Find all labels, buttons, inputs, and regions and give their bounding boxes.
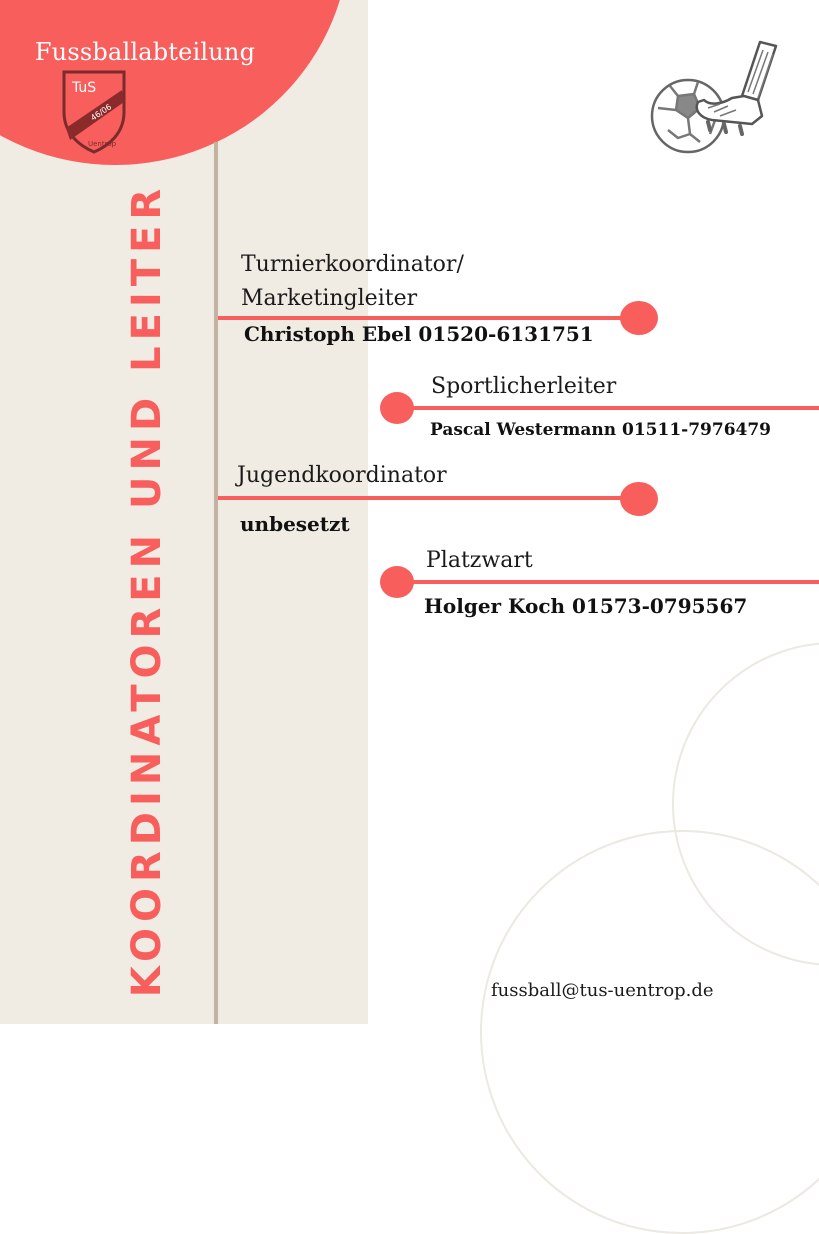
connector-dot [380, 566, 414, 598]
contact-name: Christoph Ebel 01520-6131751 [244, 322, 594, 346]
section-title: KOORDINATOREN UND LEITER [124, 182, 170, 998]
football-boot-icon [648, 38, 780, 160]
connector-line [218, 316, 638, 320]
role-label: Platzwart [426, 548, 533, 573]
role-label: Marketingleiter [241, 286, 418, 311]
contact-name: Holger Koch 01573-0795567 [424, 594, 748, 618]
role-label: Jugendkoordinator [237, 463, 447, 488]
connector-dot [620, 301, 658, 335]
svg-text:Uentrop: Uentrop [88, 140, 117, 148]
svg-text:46/06: 46/06 [89, 102, 114, 123]
background-circle [480, 830, 819, 1234]
contact-email[interactable]: fussball@tus-uentrop.de [491, 980, 714, 1001]
connector-dot [620, 482, 658, 516]
connector-line [398, 580, 819, 584]
connector-dot [380, 392, 414, 424]
svg-text:TuS: TuS [72, 80, 97, 96]
vertical-divider [214, 142, 218, 1024]
club-crest-logo [60, 68, 128, 154]
contact-name: Pascal Westermann 01511-7976479 [430, 420, 772, 440]
department-title: Fussballabteilung [34, 38, 256, 66]
connector-line [398, 406, 819, 410]
role-label: Sportlicherleiter [431, 374, 617, 399]
connector-line [218, 496, 638, 500]
contact-name: unbesetzt [240, 512, 350, 536]
role-label: Turnierkoordinator/ [241, 252, 464, 277]
